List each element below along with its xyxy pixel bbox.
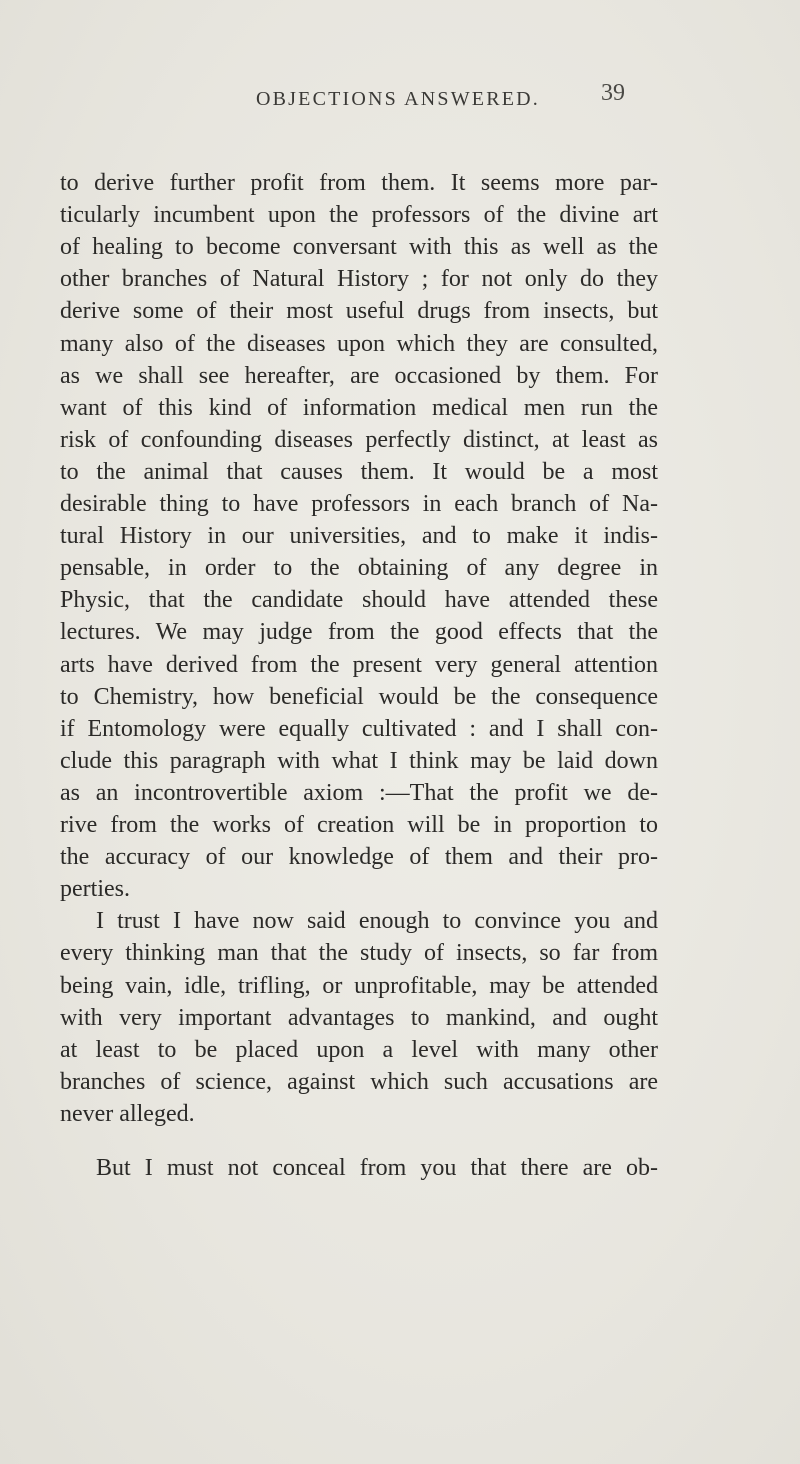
text-line: pensable, in order to the obtaining of any degree in	[60, 555, 658, 581]
text-line: rive from the works of creation will be in proportion to	[60, 812, 658, 838]
text-line: to the animal that causes them. It would be a most	[60, 459, 658, 485]
text-line: every thinking man that the study of insects, so far from	[60, 940, 658, 966]
text-line: to Chemistry, how beneficial would be the consequence	[60, 684, 658, 710]
text-line: want of this kind of information medical men run the	[60, 395, 658, 421]
text-line: derive some of their most useful drugs from insects, but	[60, 298, 658, 324]
text-line: tural History in our universities, and to make it indis-	[60, 523, 658, 549]
text-line: as we shall see hereafter, are occasioned by them. For	[60, 363, 658, 389]
text-line: to derive further profit from them. It seems more par-	[60, 170, 658, 196]
text-line: at least to be placed upon a level with many other	[60, 1037, 658, 1063]
text-line: arts have derived from the present very general attention	[60, 652, 658, 678]
text-line: other branches of Natural History ; for not only do they	[60, 266, 658, 292]
text-line: perties.	[60, 876, 130, 902]
text-line: ticularly incumbent upon the professors of the divine art	[60, 202, 658, 228]
text-line: if Entomology were equally cultivated : and I shall con-	[60, 716, 658, 742]
text-line: lectures. We may judge from the good effects that the	[60, 619, 658, 645]
text-line: clude this paragraph with what I think may be laid down	[60, 748, 658, 774]
text-line: with very important advantages to mankind, and ought	[60, 1005, 658, 1031]
text-line: But I must not conceal from you that there are ob-	[96, 1155, 658, 1181]
text-line: of healing to become conversant with this as well as the	[60, 234, 658, 260]
text-line: Physic, that the candidate should have attended these	[60, 587, 658, 613]
text-line: desirable thing to have professors in each branch of Na-	[60, 491, 658, 517]
text-line: branches of science, against which such accusations are	[60, 1069, 658, 1095]
text-line: the accuracy of our knowledge of them and their pro-	[60, 844, 658, 870]
text-line: as an incontrovertible axiom :—That the profit we de-	[60, 780, 658, 806]
text-line: never alleged.	[60, 1101, 195, 1127]
text-line: risk of confounding diseases perfectly distinct, at least as	[60, 427, 658, 453]
text-line: many also of the diseases upon which they are consulted,	[60, 331, 658, 357]
page-number: 39	[601, 80, 625, 106]
running-head: OBJECTIONS ANSWERED.	[256, 88, 541, 110]
text-line: being vain, idle, trifling, or unprofitable, may be attended	[60, 973, 658, 999]
text-line: I trust I have now said enough to convince you and	[96, 908, 658, 934]
